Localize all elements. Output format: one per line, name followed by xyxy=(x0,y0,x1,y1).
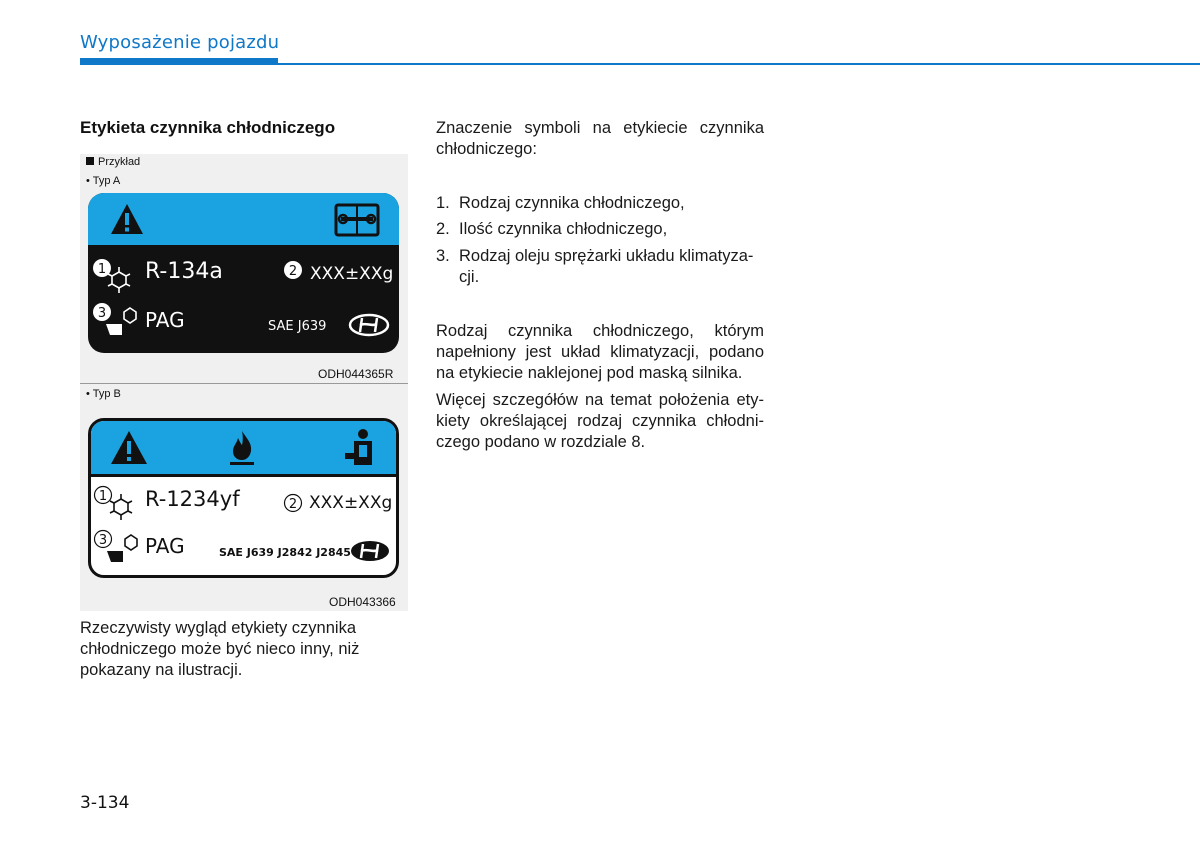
page-number: 3-134 xyxy=(80,793,130,813)
list-number: 1. xyxy=(436,194,450,212)
refrigerant-amount-value: XXX±XXg xyxy=(310,264,394,284)
amount-number-icon xyxy=(283,260,303,280)
list-number: 3. xyxy=(436,247,450,265)
more-details-paragraph: Więcej szczegółów na temat położenia etykiety określającej rodzaj czynnika chłodniczego podano w rozdziale 8. xyxy=(436,391,764,451)
service-manual-icon xyxy=(333,202,381,240)
refrigerant-type-value: R-134a xyxy=(145,259,223,284)
compressor-oil-value: PAG xyxy=(145,534,185,558)
warning-triangle-icon xyxy=(109,429,149,467)
header-rule xyxy=(80,63,1200,65)
figure-example-note xyxy=(86,156,140,168)
hyundai-logo-icon xyxy=(349,539,391,563)
list-item xyxy=(436,246,764,290)
figure-caption xyxy=(80,618,410,681)
refrigerant-location-paragraph: Rodzaj czynnika chłodniczego, którym napełniony jest układ klimatyzacji, podano na etykiecie naklejonej pod maską silnika. xyxy=(436,322,764,382)
amount-number-icon xyxy=(283,493,303,513)
flammable-icon xyxy=(227,429,257,467)
sae-standards-text: SAE J639 J2842 J2845 xyxy=(219,546,351,559)
figure-panel xyxy=(80,154,408,611)
list-item xyxy=(436,193,764,215)
caption-line: pokazany na ilustracji. xyxy=(80,661,243,679)
compressor-oil-icon xyxy=(93,529,143,565)
caption-line: Rzeczywisty wygląd etykiety czynnika xyxy=(80,619,357,637)
svg-text:2: 2 xyxy=(288,497,298,512)
sae-standard-text: SAE J639 xyxy=(268,319,327,334)
technician-icon xyxy=(341,427,377,467)
symbols-intro: Znaczenie symboli na etykiecie czynnika chłodniczego: xyxy=(436,119,764,158)
list-text-line: Rodzaj oleju sprężarki układu klimatyza- xyxy=(459,247,754,265)
svg-text:1: 1 xyxy=(97,262,107,277)
type-a-label: • Typ A xyxy=(86,175,121,187)
hyundai-logo-icon xyxy=(348,313,390,337)
square-bullet-icon xyxy=(86,157,94,165)
list-text-line: cji. xyxy=(459,268,480,286)
list-item xyxy=(436,219,764,241)
figure-code-b: ODH043366 xyxy=(329,595,396,609)
refrigerant-label-type-a xyxy=(88,193,399,353)
compressor-oil-icon xyxy=(92,302,140,338)
section-header-title: Wyposażenie pojazdu xyxy=(80,32,280,53)
figure-divider xyxy=(80,383,408,384)
refrigerant-type-value: R-1234yf xyxy=(145,487,240,511)
svg-text:2: 2 xyxy=(288,264,298,279)
refrigerant-label-type-b xyxy=(88,418,399,578)
list-number: 2. xyxy=(436,220,450,238)
list-text: Rodzaj czynnika chłodniczego, xyxy=(459,194,685,212)
section-heading: Etykieta czynnika chłodniczego xyxy=(80,118,336,137)
refrigerant-type-icon xyxy=(93,485,135,525)
svg-text:1: 1 xyxy=(98,489,108,504)
refrigerant-type-icon xyxy=(92,258,132,298)
svg-text:3: 3 xyxy=(98,533,108,548)
example-label: Przykład xyxy=(98,156,141,168)
warning-triangle-icon xyxy=(109,202,145,236)
type-b-label: • Typ B xyxy=(86,388,121,400)
list-text xyxy=(459,246,764,288)
caption-line: chłodniczego może być nieco inny, niż xyxy=(80,640,360,658)
compressor-oil-value: PAG xyxy=(145,308,185,332)
figure-code-a: ODH044365R xyxy=(318,367,394,381)
svg-text:3: 3 xyxy=(97,306,107,321)
list-text: Ilość czynnika chłodniczego, xyxy=(459,220,668,238)
refrigerant-amount-value: XXX±XXg xyxy=(309,493,393,513)
